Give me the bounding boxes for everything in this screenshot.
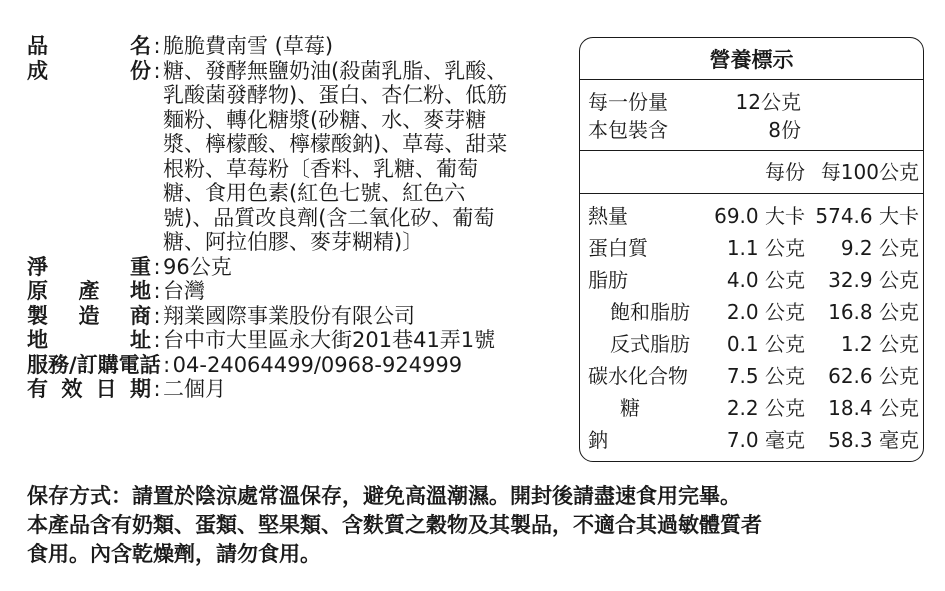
ingredients: 糖、發酵無鹽奶油(殺菌乳脂、乳酸、 乳酸菌發酵物)、蛋白、杏仁粉、低筋 麵粉、轉化糖漿(砂糖、水、麥芽糖 漿、檸檬酸、檸檬酸鈉)、草莓、甜菜 根粉、草莓粉〔香料、乳糖、葡萄 糖、食用色素(紅色七號、紅色六 號)、品質改良劑(含二氧化矽、葡萄 糖、阿拉伯膠、麥芽糊精)〕	[163, 58, 508, 254]
col-header-per-100g: 每100公克	[820, 160, 919, 184]
address: 台中市大里區永大街201巷41弄1號	[163, 328, 496, 352]
divider	[580, 79, 923, 80]
info-row-name: 品 名 : 脆脆費南雪 (草莓)	[27, 34, 567, 59]
nutrient-name: 碳水化合物	[588, 364, 688, 388]
nutrient-name: 蛋白質	[588, 236, 648, 260]
nutrient-per-serving: 4.0 公克	[726, 268, 805, 292]
shelf-life: 二個月	[163, 377, 226, 401]
nutrient-per-serving: 7.0 毫克	[726, 428, 805, 452]
label-manufacturer: 製 造 商	[27, 303, 151, 328]
nutrient-per-100g: 58.3 毫克	[828, 428, 919, 452]
nutrient-per-100g: 16.8 公克	[828, 300, 919, 324]
label-phone: 服務/訂購電話	[27, 352, 161, 377]
storage-allergen-notes	[27, 482, 922, 569]
product-name: 脆脆費南雪 (草莓)	[163, 34, 334, 58]
serving-size-label: 每一份量	[588, 90, 668, 114]
serving-size-value: 12公克	[735, 90, 801, 114]
allergen-note: 本產品含有奶類、蛋類、堅果類、含麩質之穀物及其製品，不適合其過敏體質者	[27, 513, 762, 537]
label-name: 品 名	[27, 34, 151, 58]
servings-per-pack-label: 本包裝含	[588, 118, 668, 142]
storage-note: 保存方式：請置於陰涼處常溫保存，避免高溫潮濕。開封後請盡速食用完畢。	[27, 484, 741, 508]
info-row-ingredients: 成 份 : 糖、發酵無鹽奶油(殺菌乳脂、乳酸、 乳酸菌發酵物)、蛋白、杏仁粉、低筋 麵粉、轉化糖漿(砂糖、水、麥芽糖 漿、檸檬酸、檸檬酸鈉)、草莓、甜菜 根粉、草莓粉〔香料、乳糖、葡萄 糖、食用色素(紅色七號、紅色六 號)、品質改良劑(含二氧化矽、葡萄 糖、阿拉伯膠、麥芽糊精)〕	[27, 59, 567, 255]
manufacturer: 翔業國際事業股份有限公司	[163, 303, 415, 328]
label-shelf-life: 有 效 日 期	[27, 377, 151, 401]
nutrition-panel	[579, 37, 924, 462]
nutrient-name: 脂肪	[588, 268, 628, 292]
label-net-weight: 淨 重	[27, 254, 151, 279]
origin: 台灣	[163, 279, 205, 303]
nutrient-per-100g: 18.4 公克	[828, 396, 919, 420]
nutrient-per-serving: 69.0 大卡	[714, 204, 805, 228]
info-row-net-weight: 淨 重 : 96公克	[27, 255, 567, 280]
nutrition-title: 營養標示	[709, 48, 794, 72]
info-row-phone: 服務/訂購電話 : 04-24064499/0968-924999	[27, 353, 567, 378]
col-header-per-serving: 每份	[765, 160, 805, 184]
nutrient-name: 熱量	[588, 204, 628, 228]
nutrient-per-100g: 9.2 公克	[840, 236, 919, 260]
nutrient-per-serving: 0.1 公克	[726, 332, 805, 356]
net-weight: 96公克	[163, 254, 232, 279]
nutrient-name: 反式脂肪	[610, 332, 690, 356]
servings-per-pack-value: 8份	[768, 118, 801, 142]
divider	[580, 150, 923, 151]
label-ingredients: 成 份	[27, 58, 151, 83]
label-origin: 原 產 地	[27, 279, 151, 303]
nutrient-per-100g: 32.9 公克	[828, 268, 919, 292]
product-info	[27, 34, 567, 402]
nutrient-name: 糖	[620, 396, 640, 420]
nutrient-per-serving: 2.0 公克	[726, 300, 805, 324]
info-row-manufacturer: 製 造 商 : 翔業國際事業股份有限公司	[27, 304, 567, 329]
nutrient-per-100g: 62.6 公克	[828, 364, 919, 388]
nutrient-per-100g: 1.2 公克	[840, 332, 919, 356]
nutrient-per-serving: 2.2 公克	[726, 396, 805, 420]
phone: 04-24064499/0968-924999	[172, 352, 463, 377]
nutrient-per-serving: 1.1 公克	[726, 236, 805, 260]
desiccant-note: 食用。內含乾燥劑，請勿食用。	[27, 542, 321, 566]
info-row-origin: 原 產 地 : 台灣	[27, 279, 567, 304]
info-row-address: 地 址 : 台中市大里區永大街201巷41弄1號	[27, 328, 567, 353]
divider	[580, 193, 923, 194]
info-row-shelf-life: 有 效 日 期 : 二個月	[27, 377, 567, 402]
nutrient-name: 鈉	[588, 428, 608, 452]
nutrient-per-serving: 7.5 公克	[726, 364, 805, 388]
nutrient-per-100g: 574.6 大卡	[815, 204, 919, 228]
nutrient-name: 飽和脂肪	[610, 300, 690, 324]
label-address: 地 址	[27, 328, 151, 352]
